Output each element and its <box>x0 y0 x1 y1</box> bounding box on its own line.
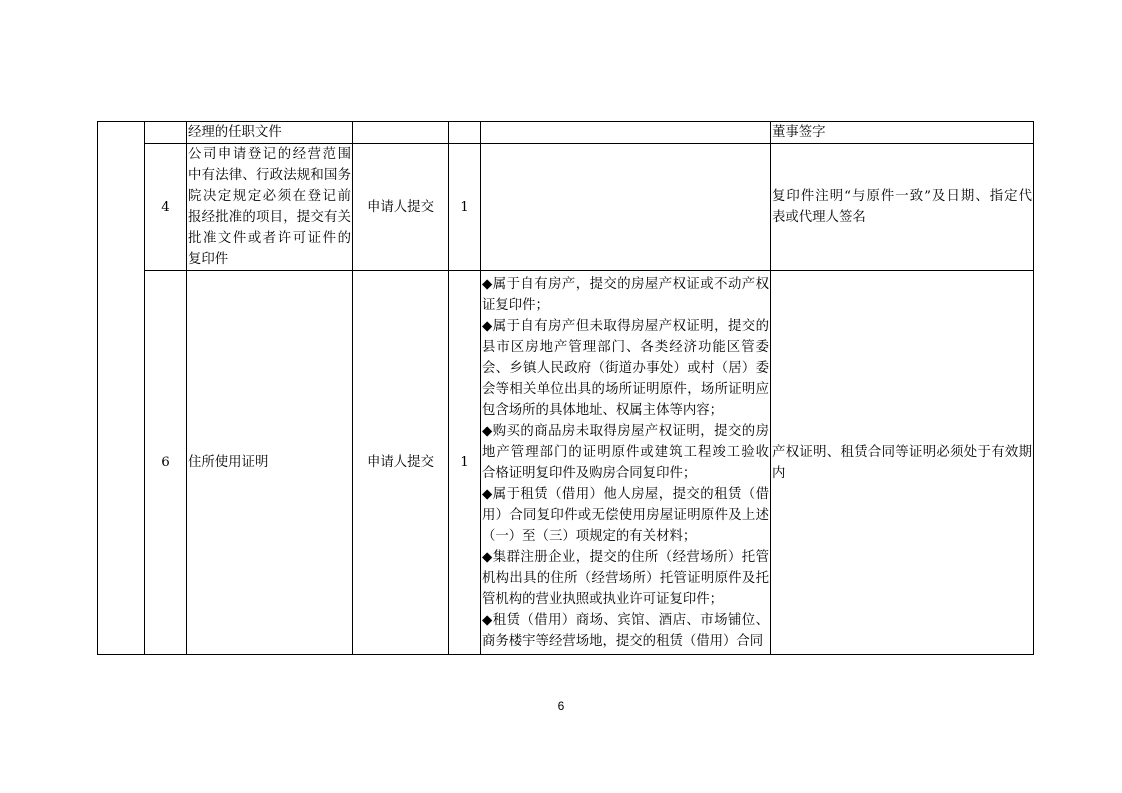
material-cell <box>187 271 353 655</box>
description-line: ◆属于自有房产，提交的房屋产权证或不动产权 <box>482 276 769 292</box>
material-line: 经理的任职文件 <box>188 125 282 140</box>
table-row <box>98 271 1034 655</box>
notes-line: 表或代理人签名 <box>772 210 866 225</box>
description-line: ◆集群注册企业，提交的住所（经营场所）托管 <box>482 549 769 565</box>
description-line: ◆租赁（借用）商场、宾馆、酒店、市场铺位、 <box>482 612 769 628</box>
material-text <box>188 452 351 473</box>
material-line: 住所使用证明 <box>188 455 269 470</box>
description-line: 证复印件； <box>482 297 549 313</box>
material-line: 院决定规定必须在登记前 <box>188 189 351 204</box>
description-line: 包含场所的具体地址、权属主体等内容； <box>482 402 724 418</box>
material-line: 复印件 <box>188 252 229 267</box>
description-line: ◆属于租赁（借用）他人房屋，提交的租赁（借 <box>482 486 769 502</box>
notes-line: 产权证明、租赁合同等证明必须处于有效期 <box>772 444 1032 460</box>
description-line: 合格证明复印件及购房合同复印件； <box>482 465 697 481</box>
description-line: ◆购买的商品房未取得房屋产权证明，提交的房 <box>482 423 769 439</box>
category-cell <box>98 122 145 655</box>
materials-table <box>97 121 1034 655</box>
notes-cell <box>771 144 1034 271</box>
description-cell <box>481 122 771 144</box>
notes-cell <box>771 122 1034 144</box>
number-cell: 6 <box>145 271 187 655</box>
material-cell <box>187 122 353 144</box>
material-cell <box>187 144 353 271</box>
count-cell <box>449 122 481 144</box>
description-line: ◆属于自有房产但未取得房屋产权证明，提交的 <box>482 318 769 334</box>
count-cell: 1 <box>449 144 481 271</box>
notes-line: 董事签字 <box>772 125 826 140</box>
description-line: 管机构的营业执照或执业许可证复印件； <box>482 591 724 607</box>
notes-text <box>772 122 1032 143</box>
description-line: 会等相关单位出具的场所证明原件，场所证明应 <box>482 381 769 397</box>
count-cell: 1 <box>449 271 481 655</box>
description-cell <box>481 144 771 271</box>
number-cell <box>145 122 187 144</box>
number-cell: 4 <box>145 144 187 271</box>
material-text <box>188 122 351 143</box>
description-line: 会、乡镇人民政府（街道办事处）或村（居）委 <box>482 360 769 376</box>
notes-cell <box>771 271 1034 655</box>
method-cell <box>353 122 449 144</box>
notes-line: 复印件注明“与原件一致”及日期、指定代 <box>772 189 1032 204</box>
table-row <box>98 144 1034 271</box>
description-cell <box>481 271 771 655</box>
material-line: 报经批准的项目，提交有关 <box>188 210 351 225</box>
description-line: （一）至（三）项规定的有关材料； <box>482 528 697 544</box>
notes-text <box>772 442 1032 484</box>
description-line: 用）合同复印件或无偿使用房屋证明原件及上述 <box>482 507 769 523</box>
page-number: 6 <box>557 699 565 713</box>
notes-line: 内 <box>772 465 786 481</box>
material-line: 批准文件或者许可证件的 <box>188 231 351 246</box>
material-line: 中有法律、行政法规和国务 <box>188 168 351 183</box>
notes-text <box>772 186 1032 228</box>
description-line: 机构出具的住所（经营场所）托管证明原件及托 <box>482 570 769 586</box>
description-line: 地产管理部门的证明原件或建筑工程竣工验收 <box>482 444 769 460</box>
description-text <box>482 274 769 652</box>
description-line: 县市区房地产管理部门、各类经济功能区管委 <box>482 339 769 355</box>
method-cell: 申请人提交 <box>353 271 449 655</box>
method-cell: 申请人提交 <box>353 144 449 271</box>
material-text <box>188 144 351 270</box>
table-row <box>98 122 1034 144</box>
description-line: 商务楼宇等经营场地，提交的租赁（借用）合同 <box>482 633 764 649</box>
material-line: 公司申请登记的经营范围 <box>188 147 351 162</box>
